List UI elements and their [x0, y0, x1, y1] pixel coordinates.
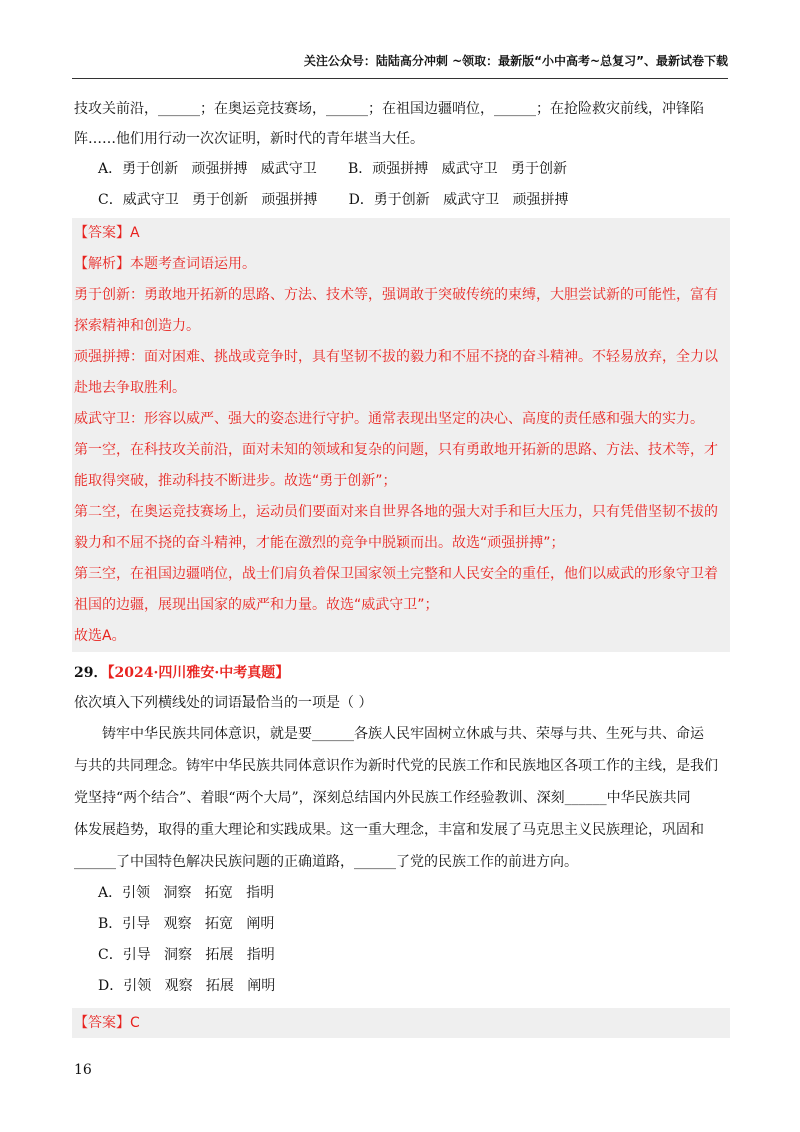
analysis-label: 【解析】 — [74, 256, 130, 272]
analysis-line: 勇于创新：勇敢地开拓新的思路、方法、技术等，强调敢于突破传统的束缚，大胆尝试新的可能性，富有 — [74, 287, 718, 303]
q29-source: 【2024·四川雅安·中考真题】 — [107, 665, 290, 681]
stem-emphasis-dotted: 最恰当 • • • — [242, 695, 284, 711]
q28-analysis-heading — [74, 249, 728, 280]
q28-answer — [74, 218, 728, 249]
q28-options-row-2: C．威武守卫 勇于创新 顽强拼搏 D．勇于创新 威武守卫 顽强拼搏 — [98, 192, 569, 208]
analysis-line: 第一空，在科技攻关前沿，面对未知的领域和复杂的问题，只有勇敢地开拓新的思路、方法、技术等，才 — [74, 442, 718, 458]
answer-value: C — [130, 1015, 140, 1031]
q28-answer-box — [72, 218, 730, 652]
page-content — [74, 94, 728, 1038]
analysis-line: 祖国的边疆，展现出国家的威严和力量。故选“威武守卫”； — [74, 597, 439, 613]
analysis-line: 故选A。 — [74, 628, 126, 644]
analysis-line: 顽强拼搏：面对困难、挑战或竞争时，具有坚韧不拔的毅力和不屈不挠的奋斗精神。不轻易放弃，全力以 — [74, 349, 718, 365]
analysis-line: 探索精神和创造力。 — [74, 318, 200, 334]
q28-stem-line-1: 技攻关前沿，______；在奥运竞技赛场，______；在祖国边疆哨位，______；在抢险救灾前线，冲锋陷 — [74, 101, 704, 117]
q29-passage-line: 体发展趋势，取得的重大理论和实践成果。这一重大理念，丰富和发展了马克思主义民族理论，巩固和 — [74, 822, 704, 838]
answer-label: 【答案】 — [74, 1015, 130, 1031]
page-number: 16 — [74, 1062, 92, 1078]
analysis-line: 赴地去争取胜利。 — [74, 380, 186, 396]
stem-before: 依次填入下列横线处的词语 — [74, 695, 242, 711]
page-header: 关注公众号：陆陆高分冲刺 ~领取：最新版“小中高考~总复习”、最新试卷下载 — [303, 54, 728, 68]
q29-passage-line: ______了中国特色解决民族问题的正确道路，______了党的民族工作的前进方向。 — [74, 854, 578, 870]
q29-answer-box — [72, 1008, 730, 1038]
analysis-line: 毅力和不屈不挠的奋斗精神，才能在激烈的竞争中脱颖而出。故选“顽强拼搏”； — [74, 535, 565, 551]
analysis-line: 第二空，在奥运竞技赛场上，运动员们要面对来自世界各地的强大对手和巨大压力，只有凭借坚韧不拔的 — [74, 504, 718, 520]
q29-option-b: B．引导 观察 拓宽 阐明 — [98, 916, 275, 932]
q29-title — [74, 658, 728, 688]
q29-passage-line: 与共的共同理念。铸牢中华民族共同体意识作为新时代党的民族工作和民族地区各项工作的主线，是我们 — [74, 758, 718, 774]
q29-passage-line: 铸牢中华民族共同体意识，就是要______各族人民牢固树立休戚与共、荣辱与共、生死与共、命运 — [102, 726, 704, 742]
q29-option-c: C．引导 洞察 拓展 指明 — [98, 947, 275, 963]
stem-after: 的一项是（ ） — [284, 695, 373, 711]
q28-options-row-1: A．勇于创新 顽强拼搏 威武守卫 B．顽强拼搏 威武守卫 勇于创新 — [98, 161, 567, 177]
analysis-line: 威武守卫：形容以威严、强大的姿态进行守护。通常表现出坚定的决心、高度的责任感和强大的实力。 — [74, 411, 704, 427]
analysis-line: 第三空，在祖国边疆哨位，战士们肩负着保卫国家领土完整和人民安全的重任，他们以威武的形象守卫着 — [74, 566, 718, 582]
analysis-line: 能取得突破，推动科技不断进步。故选“勇于创新”； — [74, 473, 397, 489]
q29-option-d: D．引领 观察 拓展 阐明 — [98, 978, 276, 994]
q29-stem — [74, 688, 728, 718]
answer-label: 【答案】 — [74, 225, 130, 241]
q29-passage-line: 党坚持“两个结合”、着眼“两个大局”，深刻总结国内外民族工作经验教训、深刻______中华民族共同 — [74, 790, 691, 806]
q29-option-a: A．引领 洞察 拓宽 指明 — [98, 885, 275, 901]
q29-number: 29． — [74, 665, 108, 681]
answer-value: A — [130, 225, 140, 241]
q28-stem-line-2: 阵……他们用行动一次次证明，新时代的青年堪当大任。 — [74, 131, 424, 147]
header-divider — [72, 78, 728, 79]
analysis-intro: 本题考查词语运用。 — [130, 256, 256, 272]
